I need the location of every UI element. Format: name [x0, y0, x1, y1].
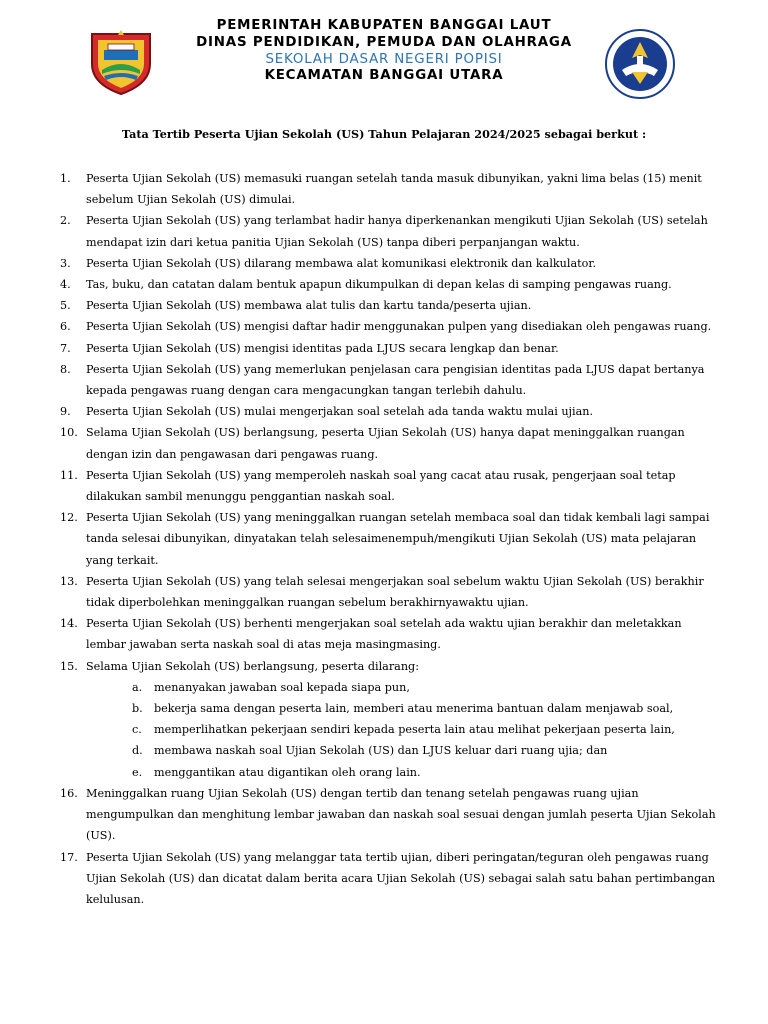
rule-text: Peserta Ujian Sekolah (US) berhenti mengerjakan soal setelah ada waktu ujian berakhir dan meletakkan lembar jawaban serta naskah soal di atas meja masingmasing.	[86, 617, 682, 652]
rule-item	[60, 783, 720, 847]
sub-item-text: bekerja sama dengan peserta lain, memberi atau menerima bantuan dalam menjawab soal,	[154, 702, 674, 716]
rule-item	[60, 656, 720, 783]
rule-item	[60, 210, 720, 252]
rule-number: 8.	[60, 362, 71, 376]
rule-text: Peserta Ujian Sekolah (US) mengisi daftar hadir menggunakan pulpen yang disediakan oleh pengawas ruang.	[86, 320, 712, 334]
rule-item	[60, 274, 720, 295]
letterhead	[0, 18, 768, 94]
rule-item	[60, 571, 720, 613]
rule-item	[60, 422, 720, 464]
rule-item	[60, 295, 720, 316]
tut-wuri-handayani-icon	[604, 28, 676, 100]
rule-number: 5.	[60, 299, 71, 313]
rule-number: 11.	[60, 468, 78, 482]
sub-item-letter: b.	[132, 702, 143, 716]
rule-item	[60, 168, 720, 210]
rule-text: Peserta Ujian Sekolah (US) mengisi identitas pada LJUS secara lengkap dan benar.	[86, 341, 559, 355]
rule-text: Peserta Ujian Sekolah (US) mulai mengerjakan soal setelah ada tanda waktu mulai ujian.	[86, 405, 594, 419]
rule-text: Peserta Ujian Sekolah (US) yang memperoleh naskah soal yang cacat atau rusak, pengerjaan soal tetap dilakukan sambil menunggu penggantian naskah soal.	[86, 468, 676, 504]
rule-text: Tas, buku, dan catatan dalam bentuk apapun dikumpulkan di depan kelas di samping pengawas ruang.	[86, 278, 672, 292]
rule-item	[60, 316, 720, 337]
rule-number: 1.	[60, 172, 71, 185]
rule-item	[60, 465, 720, 507]
sub-item	[86, 740, 720, 761]
rule-text: Peserta Ujian Sekolah (US) memasuki ruangan setelah tanda masuk dibunyikan, yakni lima belas (15) menit sebelum Ujian Sekolah (US) dimulai.	[86, 172, 702, 207]
rule-text: Peserta Ujian Sekolah (US) membawa alat tulis dan kartu tanda/peserta ujian.	[86, 299, 532, 313]
government-name: PEMERINTAH KABUPATEN BANGGAI LAUT	[216, 18, 552, 33]
sub-item	[86, 698, 720, 719]
rule-text: Peserta Ujian Sekolah (US) yang meninggalkan ruangan setelah membaca soal dan tidak kembali lagi sampai tanda selesai dibunyikan, dinyatakan telah selesaimenempuh/mengikuti Ujian Sekolah (US) mata pelajaran yang terkait.	[86, 511, 710, 567]
rule-number: 4.	[60, 278, 71, 292]
rules-list	[60, 168, 720, 910]
sub-item-text: menanyakan jawaban soal kepada siapa pun,	[154, 680, 410, 694]
rule-item	[60, 401, 720, 422]
rule-text: Peserta Ujian Sekolah (US) yang telah selesai mengerjakan soal sebelum waktu Ujian Sekolah (US) berakhir tidak diperbolehkan meninggalkan ruangan sebelum berakhirnyawaktu ujian.	[86, 574, 704, 610]
rule-text: Peserta Ujian Sekolah (US) yang memerlukan penjelasan cara pengisian identitas pada LJUS dapat bertanya kepada pengawas ruang dengan cara mengacungkan tangan terlebih dahulu.	[86, 362, 705, 398]
rule-number: 6.	[60, 320, 71, 334]
rule-item	[60, 847, 720, 911]
rule-number: 13.	[60, 574, 78, 588]
department-name: DINAS PENDIDIKAN, PEMUDA DAN OLAHRAGA	[196, 34, 572, 50]
sub-item	[86, 719, 720, 740]
sub-item-text: menggantikan atau digantikan oleh orang lain.	[154, 765, 421, 779]
rule-number: 7.	[60, 341, 71, 355]
rule-number: 9.	[60, 405, 71, 419]
rule-15-sublist	[86, 677, 720, 783]
rule-number: 15.	[60, 659, 78, 673]
rule-text: Peserta Ujian Sekolah (US) yang melanggar tata tertib ujian, diberi peringatan/teguran oleh pengawas ruang Ujian Sekolah (US) dan dicatat dalam berita acara Ujian Sekolah (US) sebagai salah satu bahan pertimbangan kelulusan.	[86, 850, 716, 906]
rule-item	[60, 613, 720, 655]
rule-number: 3.	[60, 256, 71, 270]
sub-item-letter: e.	[132, 765, 143, 779]
rule-text: Selama Ujian Sekolah (US) berlangsung, peserta dilarang:	[86, 659, 419, 673]
rule-item	[60, 253, 720, 274]
rule-number: 12.	[60, 511, 78, 525]
rule-number: 2.	[60, 214, 71, 228]
rule-number: 14.	[60, 617, 78, 631]
document-title: Tata Tertib Peserta Ujian Sekolah (US) Tahun Pelajaran 2024/2025 sebagai berkut :	[121, 127, 647, 141]
rule-text: Peserta Ujian Sekolah (US) dilarang membawa alat komunikasi elektronik dan kalkulator.	[86, 256, 597, 270]
rule-number: 17.	[60, 850, 78, 864]
rule-text: Selama Ujian Sekolah (US) berlangsung, peserta Ujian Sekolah (US) hanya dapat meninggalkan ruangan dengan izin dan pengawasan dari pengawas ruang.	[86, 426, 685, 461]
rule-item	[60, 507, 720, 571]
school-name: SEKOLAH DASAR NEGERI POPISI	[265, 51, 503, 67]
rule-item	[60, 338, 720, 359]
rule-item	[60, 359, 720, 401]
rule-number: 10.	[60, 426, 78, 440]
rule-number: 16.	[60, 786, 78, 800]
sub-item-text: membawa naskah soal Ujian Sekolah (US) dan LJUS keluar dari ruang ujia; dan	[154, 744, 608, 758]
sub-item	[86, 677, 720, 698]
sub-item-text: memperlihatkan pekerjaan sendiri kepada peserta lain atau melihat pekerjaan peserta lain,	[154, 723, 675, 737]
rule-text: Meninggalkan ruang Ujian Sekolah (US) dengan tertib dan tenang setelah pengawas ruang ujian mengumpulkan dan menghitung lembar jawaban dan naskah soal sesuai dengan jumlah peserta Ujian Sekolah (US).	[86, 786, 716, 843]
sub-item-letter: d.	[132, 744, 143, 758]
sub-item-letter: c.	[132, 723, 142, 737]
rule-text: Peserta Ujian Sekolah (US) yang terlambat hadir hanya diperkenankan mengikuti Ujian Sekolah (US) setelah mendapat izin dari ketua panitia Ujian Sekolah (US) tanpa diberi perpanjangan waktu.	[86, 214, 708, 249]
sub-item	[86, 762, 720, 783]
sub-item-letter: a.	[132, 680, 143, 694]
district-name: KECAMATAN BANGGAI UTARA	[264, 68, 504, 84]
